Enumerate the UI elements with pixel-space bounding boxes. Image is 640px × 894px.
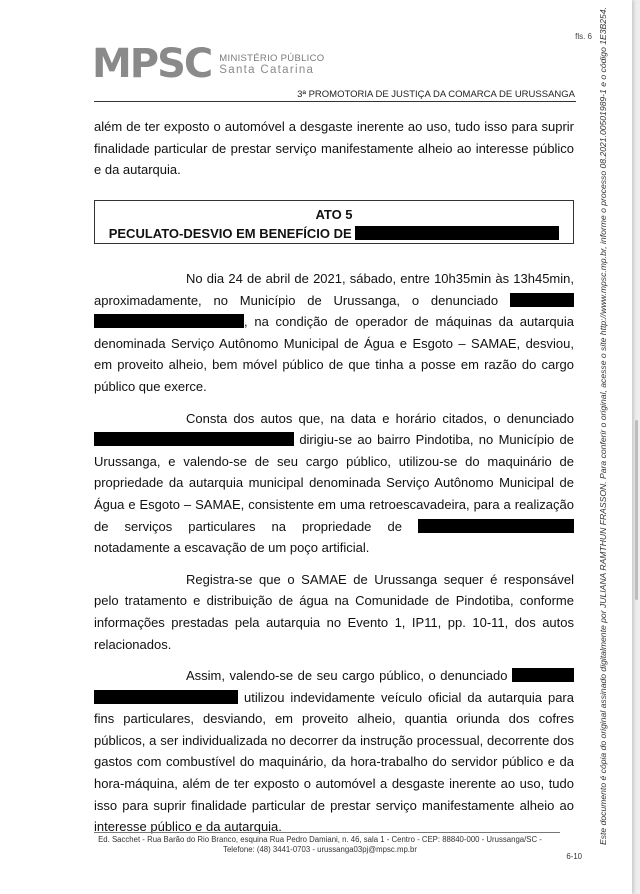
logo-text	[219, 53, 324, 76]
paragraph-4	[94, 665, 574, 838]
redaction-bar	[355, 226, 559, 240]
redaction-bar	[94, 690, 238, 704]
logo-mark: MPSC	[92, 41, 212, 87]
section-subtitle: PECULATO-DESVIO EM BENEFÍCIO DE	[108, 226, 352, 241]
intro-text: além de ter exposto o automóvel a desgaste inerente ao uso, tudo isso para suprir finalidade particular de prestar serviço manifestamente alheio ao interesse público e da autarquia.	[94, 119, 574, 178]
paragraph-2-b: dirigiu-se ao bairro Pindotiba, no Município de Urussanga, e valendo-se de seu cargo público, utilizou-se do maquinário de propriedade da autarquia municipal denominada Serviço Autônomo Municipal de Água e Esgoto – SAMAE, consistente em uma retroescavadeira, para a realização de serviços particulares na propriedade de	[94, 432, 574, 534]
footer-divider	[94, 832, 560, 833]
page-number: 6-10	[566, 852, 582, 861]
paragraph-1	[94, 268, 574, 398]
promotoria-heading: 3ª PROMOTORIA DE JUSTIÇA DA COMARCA DE URUSSANGA	[297, 89, 575, 100]
redaction-bar	[94, 314, 244, 328]
scrollbar[interactable]	[635, 420, 638, 600]
section-subtitle-row	[95, 224, 573, 243]
mpsc-logo	[92, 41, 325, 87]
logo-line-2: Santa Catarina	[219, 63, 315, 76]
redaction-bar	[94, 432, 294, 446]
footer-address: Ed. Sacchet - Rua Barão do Rio Branco, esquina Rua Pedro Damiani, n. 46, sala 1 - Centro - CEP: 88840-000 - Urussanga/SC -	[98, 835, 542, 844]
paragraph-4-b: utilizou indevidamente veículo oficial da autarquia para fins particulares, desviando, em proveito alheio, quantia oriunda dos cofres públicos, a ser individualizada no decorrer da instrução processual, decorrente dos gastos com combustível do maquinário, da hora-trabalho do servidor público e da hora-máquina, além de ter exposto o automóvel a desgaste inerente ao uso, tudo isso para suprir finalidade particular de prestar serviço manifestamente alheio ao interesse público e da autarquia.	[94, 689, 574, 835]
header-divider	[94, 101, 576, 102]
paragraph-4-a: Assim, valendo-se de seu cargo público, o denunciado	[186, 668, 508, 684]
intro-paragraph	[94, 116, 574, 181]
footer	[80, 835, 560, 855]
paragraph-2-c: notadamente a escavação de um poço artificial.	[94, 540, 370, 556]
digital-signature-note	[598, 6, 620, 845]
paragraph-2-a: Consta dos autos que, na data e horário citados, o denunciado	[186, 410, 574, 426]
page-marker: fls. 6	[575, 32, 592, 41]
paragraph-1-b: , na condição de operador de máquinas da autarquia denominada Serviço Autônomo Municipal de Água e Esgoto – SAMAE, desviou, em proveito alheio, bem móvel público de que tinha a posse em razão do cargo público que exerce.	[94, 314, 574, 394]
footer-contact: Telefone: (48) 3441-0703 - urussanga03pj@mpsc.mp.br	[223, 845, 417, 854]
logo-line-1: MINISTÉRIO PÚBLICO	[219, 52, 325, 64]
redaction-bar	[418, 519, 574, 533]
section-heading-box	[94, 200, 574, 244]
paragraph-1-a: No dia 24 de abril de 2021, sábado, entre 10h35min às 13h45min, aproximadamente, no Município de Urussanga, o denunciado	[94, 271, 574, 308]
redaction-bar	[512, 668, 574, 682]
section-title: ATO 5	[315, 207, 353, 222]
paragraph-3: Registra-se que o SAMAE de Urussanga sequer é responsável pelo tratamento e distribuição de água na Comunidade de Pindotiba, conforme informações prestadas pela autarquia no Evento 1, IP11, pp. 10-11, dos autos relacionados.	[94, 571, 574, 652]
main-body	[94, 268, 574, 838]
side-note-text: Este documento é cópia do original assinado digitalmente por JULIANA RAMTHUN FRASSON. Para conferir o original, acesse o site http://www.mpsc.mp.br, informe o processo 08.2021.00501989-1 e o código 1E3B254.	[598, 6, 608, 845]
redaction-bar	[510, 293, 574, 307]
paragraph-2	[94, 408, 574, 559]
